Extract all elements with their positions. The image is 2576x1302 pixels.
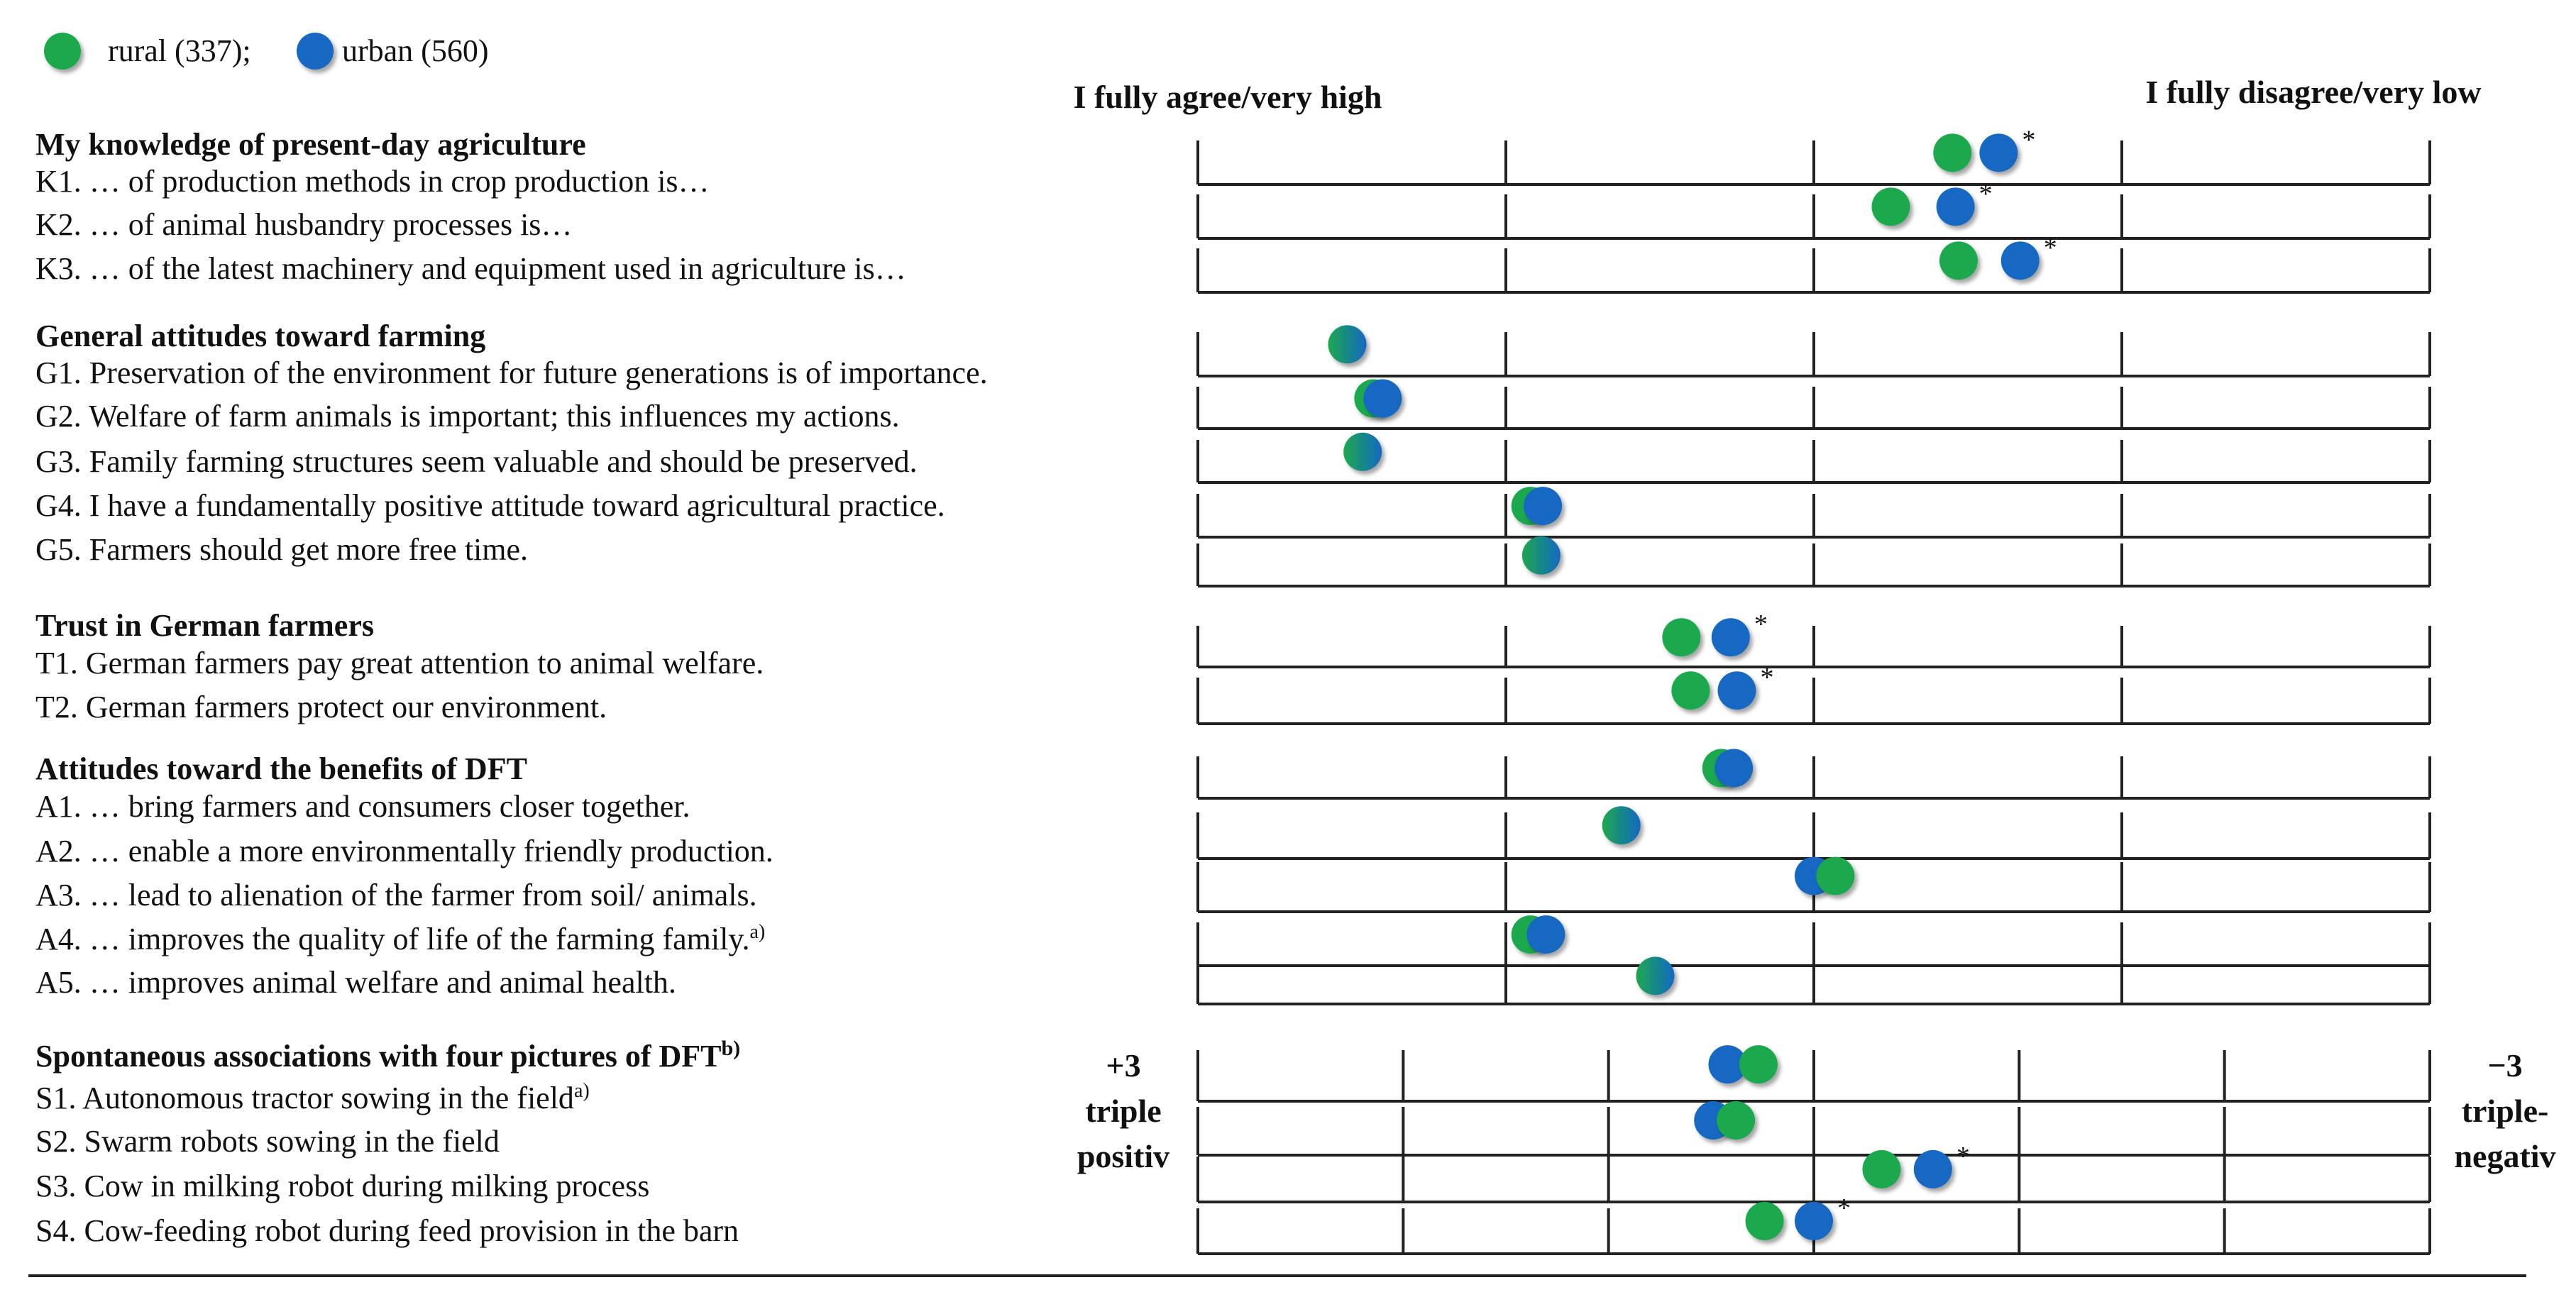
mean-marker-combined xyxy=(1343,433,1382,471)
mean-marker-rural xyxy=(1816,857,1854,895)
scale7-right-line2: triple- xyxy=(2461,1093,2549,1129)
mean-marker-urban xyxy=(1363,380,1402,418)
mean-marker-rural xyxy=(1872,187,1910,226)
mean-marker-combined xyxy=(1522,536,1561,575)
significance-marker: * xyxy=(2043,233,2057,263)
item-label: K3. … of the latest machinery and equipment used in agriculture is… xyxy=(35,251,906,286)
item-label: A3. … lead to alienation of the farmer from soil/ animals. xyxy=(35,878,757,912)
item-label: G1. Preservation of the environment for future generations is of importance. xyxy=(35,355,988,390)
mean-marker-urban xyxy=(1526,915,1565,954)
item-label: S2. Swarm robots sowing in the field xyxy=(35,1124,500,1159)
item-label-footnote: a) xyxy=(749,921,766,943)
mean-marker-rural xyxy=(1671,671,1710,710)
significance-marker: * xyxy=(1978,179,1993,209)
item-label: G3. Family farming structures seem valuable and should be preserved. xyxy=(35,444,918,479)
significance-marker: * xyxy=(1760,663,1774,693)
mean-marker-urban xyxy=(1795,1202,1833,1240)
scale-left-label: I fully agree/very high xyxy=(1073,79,1382,115)
mean-marker-urban xyxy=(1714,749,1753,788)
section-header: General attitudes toward farming xyxy=(35,319,486,353)
legend-urban-marker xyxy=(297,33,334,70)
section-header: Trust in German farmers xyxy=(35,608,374,643)
mean-marker-urban xyxy=(1524,487,1562,525)
significance-marker: * xyxy=(2022,125,2036,155)
mean-marker-rural xyxy=(1717,1101,1755,1140)
mean-marker-rural xyxy=(1933,133,1971,172)
item-label: K1. … of production methods in crop production is… xyxy=(35,164,710,199)
legend-rural-marker xyxy=(44,33,81,70)
mean-marker-combined xyxy=(1328,325,1366,363)
scale7-left-label xyxy=(1077,1047,1169,1174)
legend-rural-label: rural (337); xyxy=(108,33,251,68)
mean-marker-combined xyxy=(1636,956,1674,995)
mean-marker-urban xyxy=(1718,671,1756,710)
item-label: S4. Cow-feeding robot during feed provision in the barn xyxy=(35,1213,739,1248)
scale7-right-line3: negativ xyxy=(2454,1138,2556,1174)
scale7-right-line1: −3 xyxy=(2487,1047,2523,1083)
scale7-left-line2: triple xyxy=(1085,1093,1162,1129)
section-header: Spontaneous associations with four pictures of DFT$^{b)}$ xyxy=(35,1037,741,1074)
item-label: G4. I have a fundamentally positive attitude toward agricultural practice. xyxy=(35,488,945,523)
section-header: My knowledge of present-day agriculture xyxy=(35,127,586,162)
item-label: G5. Farmers should get more free time. xyxy=(35,532,529,567)
significance-marker: * xyxy=(1956,1141,1970,1171)
scale-right-label: I fully disagree/very low xyxy=(2145,74,2482,110)
item-label: G2. Welfare of farm animals is important; this influences my actions. xyxy=(35,399,900,434)
section-header-footnote: b) xyxy=(721,1037,741,1060)
item-label: T2. German farmers protect our environment. xyxy=(35,690,607,724)
legend-urban-label: urban (560) xyxy=(342,33,489,68)
item-label: A1. … bring farmers and consumers closer together. xyxy=(35,789,690,824)
section-header: Attitudes toward the benefits of DFT xyxy=(35,751,527,786)
significance-marker: * xyxy=(1754,609,1768,640)
item-label: A2. … enable a more environmentally friendly production. xyxy=(35,834,774,868)
mean-marker-rural xyxy=(1739,1045,1778,1083)
significance-marker: * xyxy=(1837,1193,1851,1223)
chart-rows xyxy=(35,125,2430,1254)
item-label: K2. … of animal husbandry processes is… xyxy=(35,207,573,242)
item-label: S3. Cow in milking robot during milking process xyxy=(35,1169,650,1203)
item-label: A4. … improves the quality of life of the farming family.$^{a)}$ xyxy=(35,921,766,956)
item-label: A5. … improves animal welfare and animal health. xyxy=(35,965,676,1000)
mean-marker-urban xyxy=(1937,187,1975,226)
scale7-left-line1: +3 xyxy=(1106,1047,1141,1083)
item-label-footnote: a) xyxy=(573,1080,590,1102)
mean-marker-urban xyxy=(1712,618,1750,656)
mean-marker-combined xyxy=(1602,806,1641,844)
item-label: S1. Autonomous tractor sowing in the field$^{a)}$ xyxy=(35,1080,590,1115)
mean-marker-rural xyxy=(1862,1150,1900,1188)
mean-marker-urban xyxy=(2001,241,2040,280)
item-label: T1. German farmers pay great attention to animal welfare. xyxy=(35,646,764,680)
mean-marker-urban xyxy=(1979,133,2018,172)
scale7-left-line3: positiv xyxy=(1077,1138,1170,1174)
mean-marker-urban xyxy=(1914,1150,1952,1188)
mean-marker-rural xyxy=(1662,618,1700,656)
mean-marker-rural xyxy=(1746,1202,1784,1240)
scale7-right-label xyxy=(2454,1047,2555,1174)
mean-marker-rural xyxy=(1939,241,1978,280)
legend xyxy=(44,33,489,70)
